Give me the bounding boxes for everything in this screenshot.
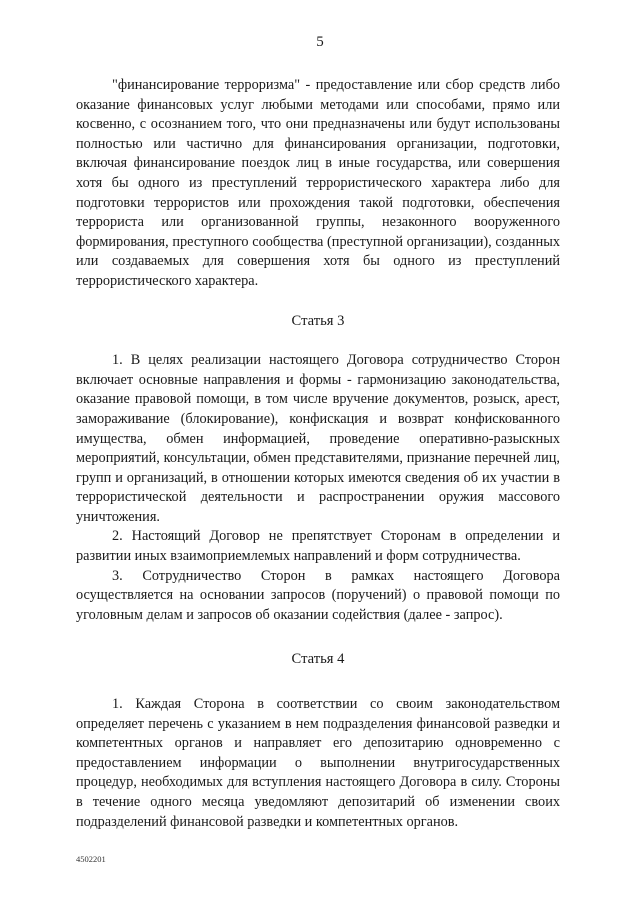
article-4-heading: Статья 4: [291, 651, 345, 668]
article-3-paragraph-2: 2. Настоящий Договор не препятствует Сторонам в определении и развитии иных взаимоприемлемых направлений и форм сотрудничества.: [76, 528, 560, 565]
article-3-heading: Статья 3: [291, 312, 345, 329]
article-3-paragraph-3: 3. Сотрудничество Сторон в рамках настоящего Договора осуществляется на основании запросов (поручений) о правовой помощи по уголовным делам и запросов об оказании содействия (далее - запрос).: [76, 567, 560, 623]
document-code: 4502201: [76, 854, 106, 864]
article-4-paragraph-1: 1. Каждая Сторона в соответствии со своим законодательством определяет перечень с указанием в нем подразделения финансовой разведки и компетентных органов и направляет его депозитарию одновременно с предоставлением информации о выполнении внутригосударственных процедур, необходимых для вступления настоящего Договора в силу. Стороны в течение одного месяца уведомляют депозитарий об изменении своих подразделений финансовой разведки и компетентных органов.: [76, 696, 560, 830]
document-body: [76, 76, 560, 832]
paragraph-terrorism-financing-definition: "финансирование терроризма" - предоставление или сбор средств либо оказание финансовых услуг любыми методами или способами, прямо или косвенно, с осознанием того, что они предназначены или будут использованы полностью или частично для финансирования организации, подготовки, включая финансирование поездок лиц в иные государства, или совершения хотя бы одного из преступлений террористического характера либо для подготовки террористов или прохождения такой подготовки, обеспечения террориста или организованной группы, незаконного вооруженного формирования, преступного сообщества (преступной организации), созданных или создаваемых для совершения хотя бы одного из преступлений террористического характера.: [76, 77, 560, 289]
article-3-paragraph-1: 1. В целях реализации настоящего Договора сотрудничество Сторон включает основные направления и формы - гармонизацию законодательства, оказание правовой помощи, в том числе вручение документов, розыск, арест, замораживание (блокирование), конфискация и возврат конфискованного имущества, обмен информацией, проведение оперативно-разыскных мероприятий, консультации, обмен представителями, признание перечней лиц, групп и организаций, в отношении которых имеются сведения об их участии в террористической деятельности и распространении оружия массового уничтожения.: [76, 352, 560, 525]
page-number: 5: [316, 34, 324, 50]
